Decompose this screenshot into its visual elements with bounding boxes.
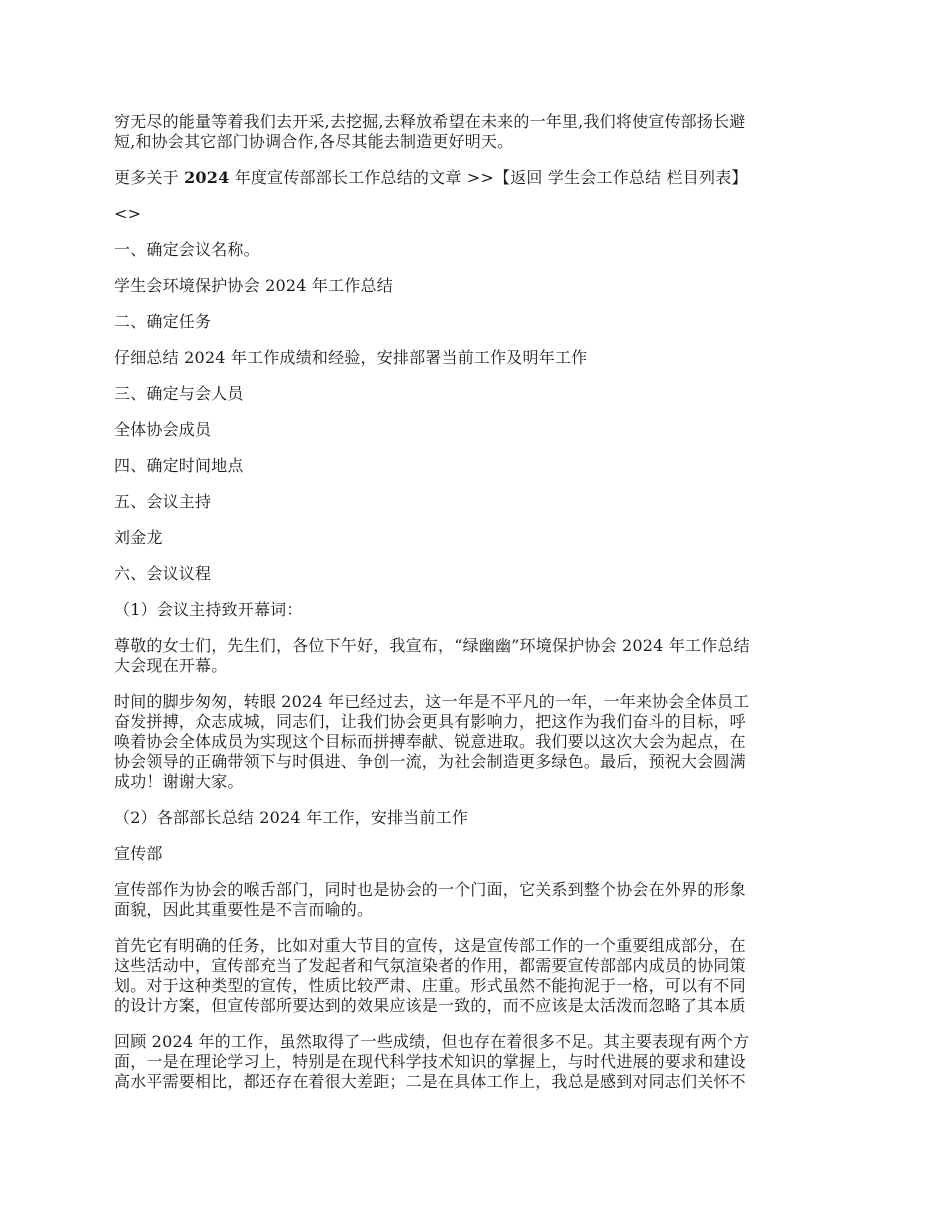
text-line: 面，一是在理论学习上，特别是在现代科学技术知识的掌握上，与时代进展的要求和建设 (114, 1052, 746, 1071)
heading-task: 二、确定任务 (114, 312, 212, 331)
text-line: 首先它有明确的任务，比如对重大节目的宣传，这是宣传部工作的一个重要组成部分，在 (114, 936, 746, 955)
more-year: 2024 (184, 168, 230, 187)
more-prefix: 更多关于 (114, 168, 185, 187)
paragraph-task-detail (114, 936, 840, 1016)
task-text: 仔细总结 2024 年工作成绩和经验，安排部署当前工作及明年工作 (114, 348, 588, 367)
department-name: 宣传部 (114, 844, 163, 863)
text-line: 奋发拼搏，众志成城，同志们，让我们协会更具有影响力，把这作为我们奋斗的目标，呼 (114, 712, 746, 731)
agenda-step-2: （2）各部部长总结 2024 年工作，安排当前工作 (114, 808, 469, 827)
more-articles-line[interactable] (114, 168, 840, 188)
text-line: 穷无尽的能量等着我们去开采,去挖掘,去释放希望在未来的一年里,我们将使宣传部扬长避 (114, 112, 746, 131)
text-line: 时间的脚步匆匆，转眼 2024 年已经过去，这一年是不平凡的一年，一年来协会全体员工 (114, 692, 750, 711)
heading-host: 五、会议主持 (114, 492, 212, 511)
paragraph-role (114, 880, 840, 920)
document-page (114, 112, 840, 1108)
attendees-text: 全体协会成员 (114, 420, 212, 439)
text-line: 短,和协会其它部门协调合作,各尽其能去制造更好明天。 (114, 132, 514, 151)
paragraph-review (114, 1032, 840, 1092)
text-line: 宣传部作为协会的喉舌部门，同时也是协会的一个门面，它关系到整个协会在外界的形象 (114, 880, 746, 899)
text-line: 尊敬的女士们，先生们，各位下午好，我宣布，“绿幽幽”环境保护协会 2024 年工作总结 (114, 636, 750, 655)
text-line: 面貌，因此其重要性是不言而喻的。 (114, 900, 374, 919)
text-line: 回顾 2024 年的工作，虽然取得了一些成绩，但也存在着很多不足。其主要表现有两个方 (114, 1032, 750, 1051)
heading-time-place: 四、确定时间地点 (114, 456, 244, 475)
heading-agenda: 六、会议议程 (114, 564, 212, 583)
agenda-step-1: （1）会议主持致开幕词： (114, 600, 303, 619)
heading-meeting-name: 一、确定会议名称。 (114, 240, 260, 259)
text-line: 高水平需要相比，都还存在着很大差距；二是在具体工作上，我总是感到对同志们关怀不 (114, 1072, 746, 1091)
text-line: 划。对于这种类型的宣传，性质比较严肃、庄重。形式虽然不能拘泥于一格，可以有不同 (114, 976, 746, 995)
meeting-name-text: 学生会环境保护协会 2024 年工作总结 (114, 276, 393, 295)
text-line: 成功！谢谢大家。 (114, 772, 244, 791)
paragraph-opening (114, 636, 840, 676)
paragraph-time (114, 692, 840, 792)
angle-brackets: <> (114, 204, 142, 223)
text-line: 协会领导的正确带领下与时俱进、争创一流，为社会制造更多绿色。最后，预祝大会圆满 (114, 752, 746, 771)
text-line: 的设计方案，但宣传部所要达到的效果应该是一致的，而不应该是太活泼而忽略了其本质 (114, 996, 746, 1015)
host-text: 刘金龙 (114, 528, 163, 547)
text-line: 这些活动中，宣传部充当了发起者和气氛渲染者的作用，都需要宣传部部内成员的协同策 (114, 956, 746, 975)
paragraph-closing (114, 112, 840, 152)
text-line: 唤着协会全体成员为实现这个目标而拼搏奉献、锐意进取。我们要以这次大会为起点，在 (114, 732, 746, 751)
text-line: 大会现在开幕。 (114, 656, 228, 675)
heading-attendees: 三、确定与会人员 (114, 384, 244, 403)
more-link-text[interactable]: 年度宣传部部长工作总结的文章 >>【返回 学生会工作总结 栏目列表】 (229, 168, 748, 187)
